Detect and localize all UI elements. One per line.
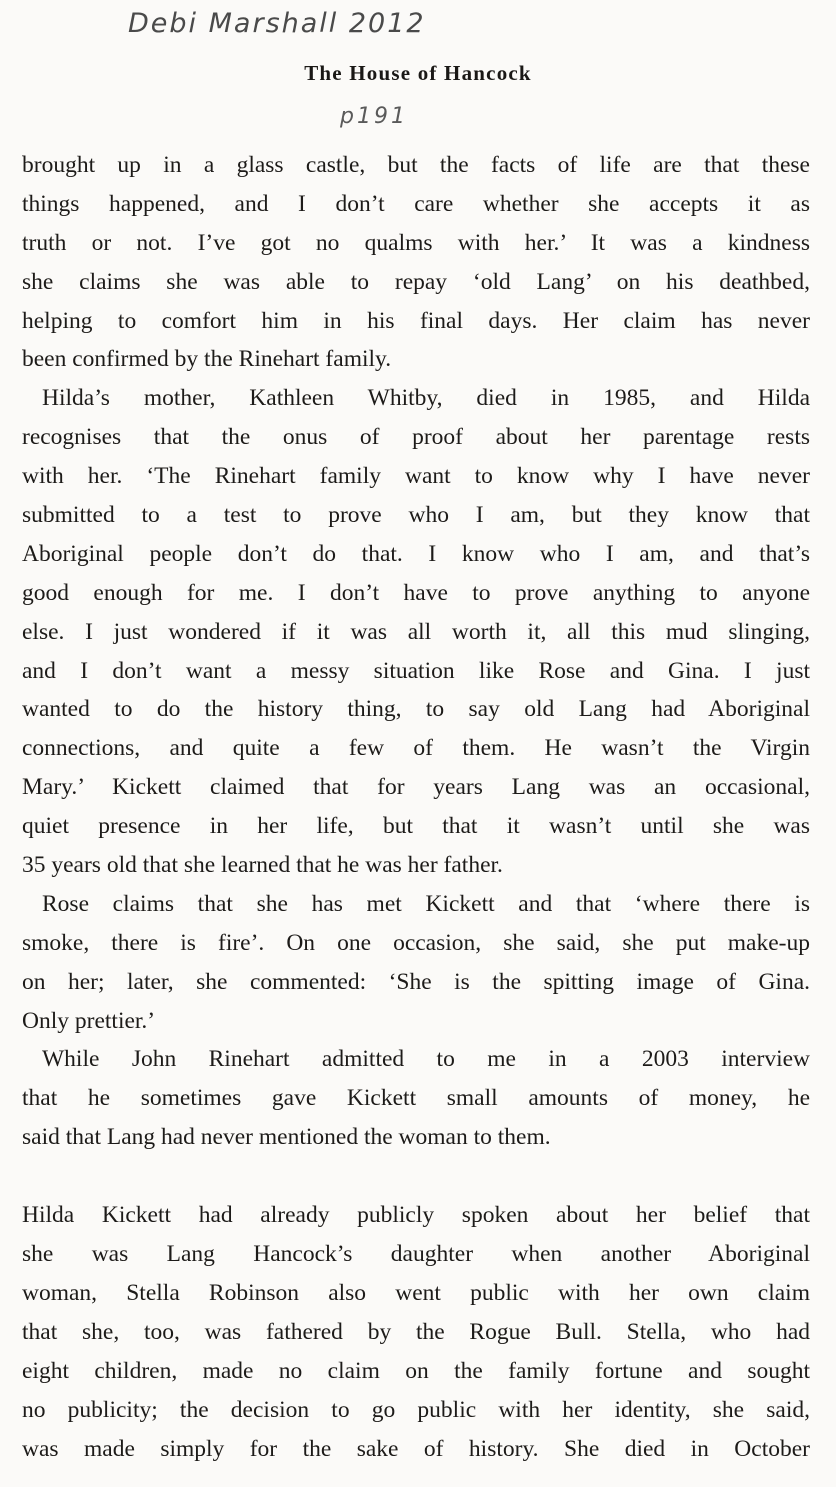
text-line: eight children, made no claim on the family fortune and sought [22, 1357, 810, 1384]
handwritten-page-note: p191 [340, 104, 408, 129]
text-line: woman, Stella Robinson also went public with her own claim [22, 1279, 810, 1306]
text-line: she was Lang Hancock’s daughter when another Aboriginal [22, 1241, 810, 1268]
text-line: submitted to a test to prove who I am, but they know that [22, 502, 810, 529]
text-line: truth or not. I’ve got no qualms with her.’ It was a kindness [22, 229, 810, 256]
paragraph [22, 1040, 810, 1157]
text-line: else. I just wondered if it was all worth it, all this mud slinging, [22, 618, 810, 645]
paragraph [22, 885, 810, 1041]
text-line: quiet presence in her life, but that it wasn’t until she was [22, 813, 810, 840]
section-break [22, 1157, 810, 1196]
text-line: Hilda Kickett had already publicly spoken about her belief that [22, 1202, 810, 1229]
paragraph [22, 1196, 810, 1468]
text-line: recognises that the onus of proof about her parentage rests [22, 424, 810, 451]
text-line: been confirmed by the Rinehart family. [22, 346, 392, 373]
text-line: no publicity; the decision to go public with her identity, she said, [22, 1396, 810, 1423]
text-line: Only prettier.’ [22, 1007, 156, 1034]
paragraph [22, 379, 810, 885]
text-line: good enough for me. I don’t have to prove anything to anyone [22, 579, 810, 606]
text-line: brought up in a glass castle, but the facts of life are that these [22, 152, 810, 178]
running-head: The House of Hancock [304, 61, 532, 85]
text-line: with her. ‘The Rinehart family want to know why I have never [22, 463, 810, 490]
text-line: smoke, there is fire’. On one occasion, she said, she put make-up [22, 929, 810, 956]
text-line: Hilda’s mother, Kathleen Whitby, died in 1985, and Hilda [42, 385, 810, 412]
text-line: she claims she was able to repay ‘old Lang’ on his deathbed, [22, 268, 810, 295]
text-line: Mary.’ Kickett claimed that for years Lang was an occasional, [22, 774, 810, 801]
text-line: on her; later, she commented: ‘She is the spitting image of Gina. [22, 968, 810, 995]
text-line: said that Lang had never mentioned the woman to them. [22, 1124, 551, 1151]
text-line: connections, and quite a few of them. He wasn’t the Virgin [22, 735, 810, 762]
text-line: and I don’t want a messy situation like Rose and Gina. I just [22, 657, 810, 684]
handwritten-author-note: Debi Marshall 2012 [128, 8, 426, 39]
paragraph [22, 146, 810, 379]
body-text [22, 146, 810, 1468]
text-line: was made simply for the sake of history. She died in October [22, 1435, 810, 1462]
text-line: helping to comfort him in his final days. Her claim has never [22, 307, 810, 334]
text-line: 35 years old that she learned that he was her father. [22, 852, 503, 879]
text-line: Rose claims that she has met Kickett and that ‘where there is [42, 890, 810, 917]
text-line: Aboriginal people don’t do that. I know who I am, and that’s [22, 540, 810, 567]
text-line: wanted to do the history thing, to say old Lang had Aboriginal [22, 696, 810, 723]
text-line: that she, too, was fathered by the Rogue Bull. Stella, who had [22, 1318, 810, 1345]
text-line: While John Rinehart admitted to me in a 2003 interview [42, 1046, 810, 1073]
text-line: that he sometimes gave Kickett small amounts of money, he [22, 1085, 810, 1112]
text-line: things happened, and I don’t care whether she accepts it as [22, 190, 810, 217]
